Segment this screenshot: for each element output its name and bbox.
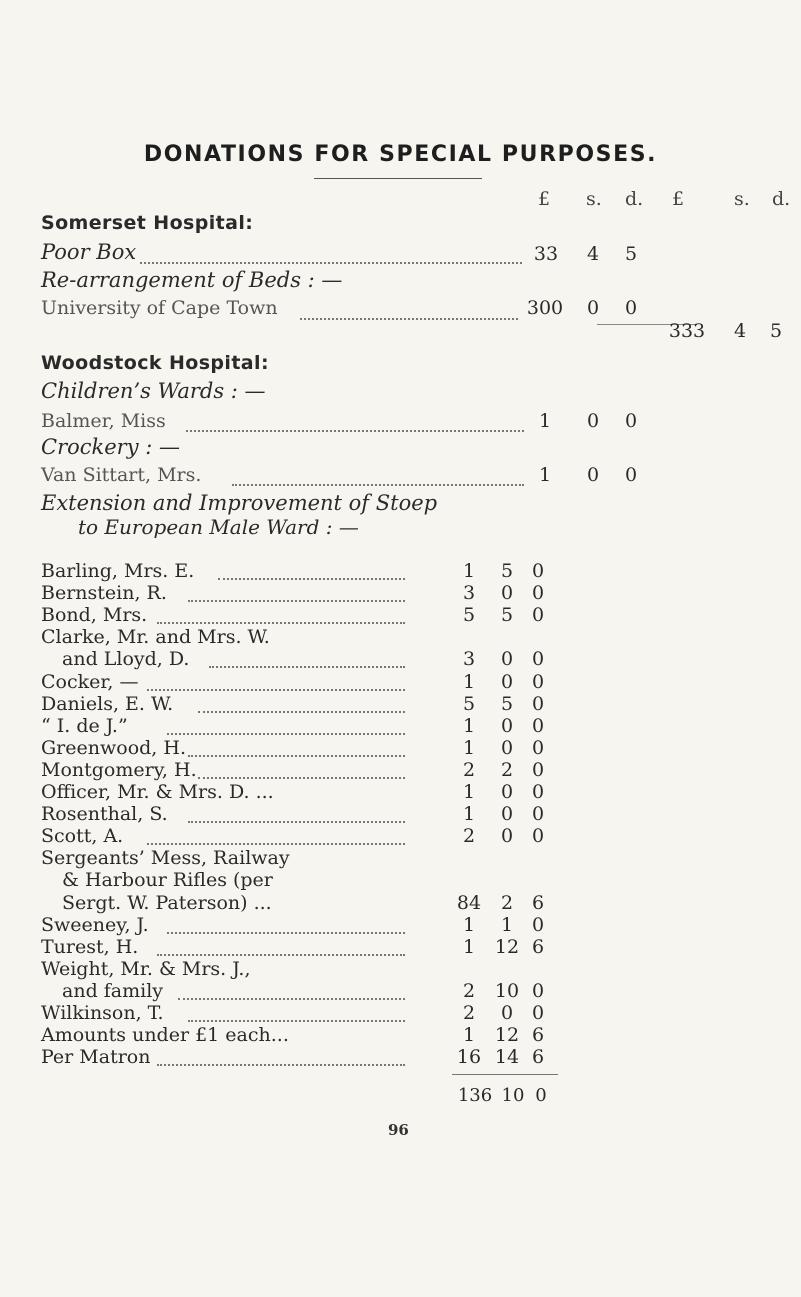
donor-shillings: 5 <box>500 604 514 627</box>
donor-name-line: Rosenthal, S. <box>41 803 168 826</box>
university-label: University of Cape Town <box>41 297 278 319</box>
donor-name-line: Bernstein, R. <box>41 582 167 605</box>
donor-shillings: 2 <box>500 891 514 914</box>
donor-name-line: Daniels, E. W. <box>41 692 174 715</box>
donors-total-pence: 0 <box>535 1085 547 1106</box>
balmer-label: Balmer, Miss <box>41 410 166 432</box>
donor-pence: 0 <box>531 582 545 605</box>
donor-shillings: 0 <box>500 714 514 737</box>
donor-shillings: 10 <box>494 979 520 1002</box>
donor-leader <box>198 777 405 779</box>
donor-pounds: 16 <box>456 1046 482 1069</box>
van-sittart-pounds: 1 <box>538 464 552 486</box>
donor-pence: 0 <box>531 781 545 803</box>
donor-shillings: 0 <box>500 803 514 826</box>
donor-pounds: 5 <box>462 692 476 715</box>
donor-name-line: Scott, A. <box>41 825 124 848</box>
extension-label-line1: Extension and Improvement of Stoep <box>41 491 438 515</box>
donor-name-line: Amounts under £1 each... <box>41 1024 289 1047</box>
donor-name-line: Montgomery, H. <box>41 758 197 781</box>
donor-name-line: Greenwood, H. <box>41 736 186 759</box>
somerset-total-shillings: 4 <box>733 320 747 342</box>
donor-shillings: 0 <box>500 736 514 759</box>
donor-leader <box>157 622 405 624</box>
rearrangement-label: Re-arrangement of Beds : — <box>41 268 343 292</box>
donor-pounds: 1 <box>462 781 476 803</box>
donor-pounds: 2 <box>462 825 476 848</box>
donor-leader <box>209 666 405 668</box>
van-sittart-shillings: 0 <box>586 464 600 486</box>
donor-name-line: and Lloyd, D. <box>62 648 190 671</box>
somerset-heading: Somerset Hospital: <box>41 212 254 234</box>
donor-leader <box>188 821 405 823</box>
donor-pence: 6 <box>531 1024 545 1047</box>
donor-name-line: Sergeants’ Mess, Railway <box>41 847 290 870</box>
somerset-total-pounds: 333 <box>668 320 706 342</box>
donor-pounds: 1 <box>462 803 476 826</box>
poor-box-shillings: 4 <box>586 243 600 265</box>
donor-shillings: 14 <box>494 1046 520 1069</box>
donor-pounds: 1 <box>462 560 476 582</box>
university-shillings: 0 <box>586 297 600 319</box>
donor-leader <box>167 932 405 934</box>
donor-shillings: 0 <box>500 648 514 671</box>
balmer-pounds: 1 <box>538 410 552 432</box>
donor-name-line: Clarke, Mr. and Mrs. W. <box>41 626 270 649</box>
childrens-wards-label: Children’s Wards : — <box>41 379 266 403</box>
donor-pence: 6 <box>531 1046 545 1069</box>
donors-total-rule <box>452 1074 558 1075</box>
donor-pounds: 1 <box>462 913 476 936</box>
donor-name-line: Weight, Mr. & Mrs. J., <box>41 957 251 980</box>
balmer-pence: 0 <box>624 410 638 432</box>
donor-name-line: Cocker, — <box>41 670 139 693</box>
donor-name-line: Sergt. W. Paterson) ... <box>62 891 272 914</box>
donor-name-line: Sweeney, J. <box>41 913 149 936</box>
university-pence: 0 <box>624 297 638 319</box>
donor-pounds: 1 <box>462 1024 476 1047</box>
woodstock-heading: Woodstock Hospital: <box>41 352 269 374</box>
header-shillings-2: s. <box>734 188 750 210</box>
donor-pence: 0 <box>531 670 545 693</box>
donor-pence: 0 <box>531 736 545 759</box>
donor-pence: 0 <box>531 560 545 582</box>
donors-total-pounds: 136 <box>457 1085 493 1106</box>
donor-shillings: 12 <box>494 1024 520 1047</box>
poor-box-label: Poor Box <box>41 240 137 264</box>
donor-leader <box>147 843 405 845</box>
donor-pounds: 1 <box>462 935 476 958</box>
donor-pence: 0 <box>531 648 545 671</box>
donor-shillings: 5 <box>500 560 514 582</box>
donor-pence: 0 <box>531 714 545 737</box>
donor-pounds: 5 <box>462 604 476 627</box>
donor-pounds: 1 <box>462 736 476 759</box>
donor-leader <box>147 689 405 691</box>
header-pounds-1: £ <box>538 188 551 210</box>
donor-shillings: 0 <box>500 670 514 693</box>
somerset-total-pence: 5 <box>769 320 783 342</box>
donor-name-line: “ I. de J.” <box>41 714 128 737</box>
donor-leader <box>157 1064 405 1066</box>
donor-name-line: Barling, Mrs. E. <box>41 560 195 582</box>
poor-box-pounds: 33 <box>533 243 559 265</box>
donor-shillings: 2 <box>500 758 514 781</box>
donor-leader <box>188 600 405 602</box>
donor-leader <box>218 578 405 580</box>
donor-pence: 0 <box>531 604 545 627</box>
poor-box-leader <box>140 262 522 264</box>
university-leader <box>300 318 518 320</box>
donor-leader <box>178 998 405 1000</box>
donor-shillings: 0 <box>500 582 514 605</box>
van-sittart-pence: 0 <box>624 464 638 486</box>
donor-pence: 0 <box>531 692 545 715</box>
balmer-shillings: 0 <box>586 410 600 432</box>
donor-name-line: Wilkinson, T. <box>41 1002 164 1024</box>
donor-pence: 0 <box>531 1002 545 1024</box>
donor-pounds: 84 <box>456 891 482 914</box>
donor-shillings: 0 <box>500 781 514 803</box>
donor-leader <box>167 733 405 735</box>
donor-shillings: 12 <box>494 935 520 958</box>
donor-pounds: 2 <box>462 979 476 1002</box>
donor-pounds: 3 <box>462 648 476 671</box>
donor-shillings: 0 <box>500 1002 514 1024</box>
donor-pence: 0 <box>531 758 545 781</box>
balmer-leader <box>186 430 524 432</box>
header-shillings-1: s. <box>586 188 602 210</box>
donor-pounds: 1 <box>462 670 476 693</box>
header-pence-2: d. <box>772 188 791 210</box>
donor-leader <box>188 1020 405 1022</box>
donor-name-line: and family <box>62 979 164 1002</box>
donor-shillings: 0 <box>500 825 514 848</box>
crockery-label: Crockery : — <box>41 435 180 459</box>
header-pence-1: d. <box>625 188 644 210</box>
donor-leader <box>188 755 405 757</box>
van-sittart-leader <box>232 484 524 486</box>
donor-name-line: Turest, H. <box>41 935 139 958</box>
donor-pence: 6 <box>531 891 545 914</box>
donor-pence: 0 <box>531 803 545 826</box>
poor-box-pence: 5 <box>624 243 638 265</box>
donor-leader <box>198 711 405 713</box>
donor-shillings: 5 <box>500 692 514 715</box>
donor-pence: 0 <box>531 913 545 936</box>
donor-name-line: & Harbour Rifles (per <box>62 869 273 892</box>
donor-pence: 0 <box>531 979 545 1002</box>
donor-name-line: Per Matron <box>41 1046 151 1069</box>
donor-shillings: 1 <box>500 913 514 936</box>
donor-name-line: Officer, Mr. & Mrs. D. ... <box>41 781 274 803</box>
title-rule <box>314 178 482 179</box>
page-title: DONATIONS FOR SPECIAL PURPOSES. <box>143 142 658 167</box>
van-sittart-label: Van Sittart, Mrs. <box>41 464 202 486</box>
university-pounds: 300 <box>526 297 564 319</box>
donor-pence: 0 <box>531 825 545 848</box>
donor-pounds: 1 <box>462 714 476 737</box>
donors-total-shillings: 10 <box>501 1085 525 1106</box>
donor-name-line: Bond, Mrs. <box>41 604 148 627</box>
page-number: 96 <box>388 1121 409 1139</box>
donor-leader <box>157 954 405 956</box>
extension-label-line2: to European Male Ward : — <box>78 515 359 539</box>
donor-pence: 6 <box>531 935 545 958</box>
donor-pounds: 2 <box>462 758 476 781</box>
donor-pounds: 3 <box>462 582 476 605</box>
header-pounds-2: £ <box>672 188 685 210</box>
donor-pounds: 2 <box>462 1002 476 1024</box>
